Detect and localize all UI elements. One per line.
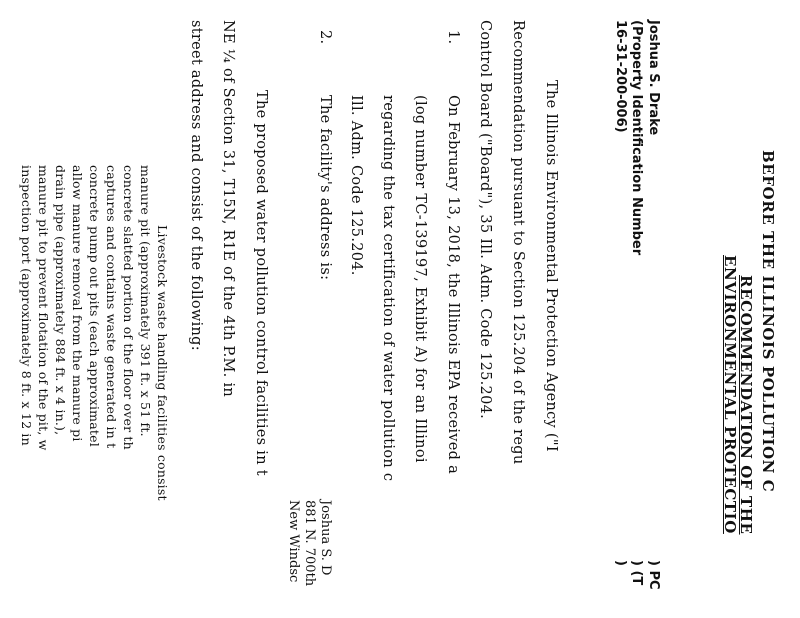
item-1-line-2: (log number TC-139197, Exhibit A) for an Illinoi (412, 95, 428, 463)
board-heading: BEFORE THE ILLINOIS POLLUTION C (759, 150, 777, 493)
intro-line-1: The Illinois Environmental Protection Agency ("I (543, 80, 559, 452)
item-1-line-4: Ill. Adm. Code 125.204. (348, 95, 364, 276)
item-1-line-1: On February 13, 2018, the Illinois EPA received a (445, 95, 461, 475)
intro-line-2: Recommendation pursuant to Section 125.204 of the regu (510, 20, 526, 465)
intro-line-3: Control Board ("Board"), 35 Ill. Adm. Code 125.204. (477, 20, 493, 420)
para-3-line-2: NE ¼ of Section 31, T15N, R1E of the 4th P.M. in (220, 20, 236, 398)
caption-bracket-1: ) PC (646, 560, 661, 590)
property-label: (Property Identification Number (629, 20, 644, 256)
caption-bracket-2: ) (T (629, 560, 644, 586)
block-line-3: concrete slatted portion of the floor over th (121, 165, 136, 450)
block-line-1: Livestock waste handling facilities consist (155, 225, 170, 501)
caption-bracket-3: ) (613, 560, 628, 566)
block-line-8: manure pit to prevent flotation of the pit, w (36, 165, 51, 451)
property-number: 16-31-200-006) (613, 20, 628, 133)
agency-heading: ENVIRONMENTAL PROTECTIO (721, 255, 739, 534)
recommendation-heading: RECOMMENDATION OF THE (737, 275, 755, 535)
item-2-number: 2. (317, 30, 333, 45)
block-line-2: manure pit (approximately 391 ft. x 51 ft. (138, 165, 153, 437)
para-3-line-3: street address and consist of the following: (188, 20, 204, 351)
address-line-1: Joshua S. D (318, 500, 333, 576)
block-line-9: inspection port (approximately 8 ft. x 12 in (19, 165, 34, 446)
item-1-line-3: regarding the tax certification of water pollution c (380, 95, 396, 482)
para-3-line-1: The proposed water pollution control facilities in t (253, 90, 269, 476)
address-line-3: New Windsc (286, 500, 301, 583)
block-line-5: concrete pump out pits (each approximatel (87, 165, 102, 447)
item-1-number: 1. (445, 30, 461, 45)
address-line-2: 881 N. 700th (302, 500, 317, 587)
block-line-6: allow manure removal from the manure pi (70, 165, 85, 442)
block-line-4: captures and contains waste generated in t (104, 165, 119, 449)
party-name: Joshua S. Drake (646, 20, 661, 136)
item-2-label: The facility's address is: (317, 95, 333, 281)
block-line-7: drain pipe (approximately 884 ft. x 4 in.), (53, 165, 68, 436)
